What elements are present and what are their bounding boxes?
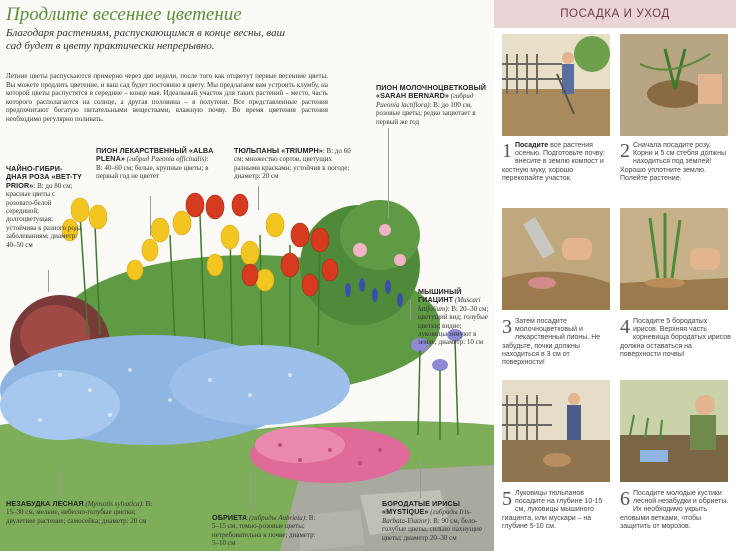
step-number: 2: [620, 140, 630, 162]
step-number: 3: [502, 316, 512, 338]
label-iris: [382, 500, 490, 542]
label-text: : В: до 80 см; красные цветы с розовато-белой серединой; долгоцветущая; устойчива к разного рода заболеваниям; диаметр: 40–50 см: [6, 181, 82, 249]
label-title: ЧАЙНО-ГИБРИ-ДНАЯ РОЗА «BET-TY PRIOR»: [6, 164, 82, 190]
step-2-illustration: [620, 34, 728, 136]
label-latin: (Muscari latifolium): [418, 296, 481, 313]
label-forget-me-not: [6, 500, 156, 525]
leader-line: [150, 196, 151, 236]
step-number: 1: [502, 140, 512, 162]
leader-line: [250, 470, 251, 510]
article-lead: Благодаря растениям, распускающимся в конце весны, ваш сад будет в цвету практически непрерывно.: [6, 27, 285, 52]
label-muscari: [418, 288, 490, 347]
label-latin: (гибриды Iris-Barbata-Elatior): [382, 508, 472, 525]
label-tea-rose: [6, 165, 82, 249]
label-text: : В: 15–30 см, мелкие, небесно-голубые цветки; двулетнее растение; самосейка; диаметр: 20 см: [6, 500, 153, 525]
section-header: [494, 0, 736, 28]
step-1-text: [502, 142, 612, 183]
step-4-text: [620, 318, 732, 359]
step-5-text: [502, 490, 612, 531]
label-latin: (гибрид Paeonia lactiflora): [376, 92, 474, 109]
step-6-text: [620, 490, 732, 531]
label-tulips: [234, 147, 356, 181]
step-number: 4: [620, 316, 630, 338]
label-text: : В: 40–60 см; белые, крупные цветы; в первый год не цветет: [96, 155, 209, 181]
label-text: : В: 90 см, бело-голубые цветы, сильно пахнущие цветы; диаметр 20–30 см: [382, 516, 482, 542]
label-text: : В: до 100 см, розовые цветы; редко зацветает в первый же год: [376, 100, 476, 126]
step-number: 5: [502, 488, 512, 510]
label-title: ОБРИЕТА: [212, 513, 248, 522]
planting-care-column: [494, 0, 736, 551]
leader-line: [48, 270, 49, 292]
label-title: ТЮЛЬПАНЫ «TRIUMPH»: [234, 146, 323, 155]
step-body: Посадите молодые кустики лесной незабудки и обриеты. Их необходимо укрыть еловыми ветками, чтобы защитить от морозов.: [620, 490, 729, 530]
label-title: НЕЗАБУДКА ЛЕСНАЯ: [6, 499, 84, 508]
step-body: Сначала посадите розу. Корни и 5 см стебля должны находиться под землей! Хорошо уплотните землю. Полейте растение.: [620, 142, 726, 182]
label-text: : В: 20–30 см; цветущий вид; голубые цветки; видие; луковицы зимуют в земле; диаметр: 10 см: [418, 304, 489, 347]
label-title: БОРОДАТЫЕ ИРИСЫ «MYSTIQUE»: [382, 499, 460, 517]
leader-line: [258, 186, 259, 210]
step-5-illustration: [502, 380, 610, 482]
step-body: Посадите 5 бородатых ирисов. Верхняя часть корневища бородатых ирисов должна оставаться на поверхности почвы!: [620, 318, 731, 358]
step-1-illustration: [502, 34, 610, 136]
leader-line: [420, 460, 421, 498]
step-number: 6: [620, 488, 630, 510]
label-title: ПИОН МОЛОЧНОЦВЕТКОВЫЙ «SARAH BERNARD»: [376, 83, 487, 101]
step-6-illustration: [620, 380, 728, 482]
leader-line: [60, 470, 61, 498]
label-peony-sarah: [376, 84, 488, 126]
section-title: ПОСАДКА И УХОД: [560, 8, 670, 20]
label-latin: (гибрид Paeonia officinalis): [126, 155, 207, 164]
article-headline: Продлите весеннее цветение: [6, 4, 242, 25]
label-peony-alba: [96, 147, 216, 181]
label-latin: (гибриды Aubrieta): [249, 514, 306, 522]
label-title: МЫШИНЫЙ ГИАЦИНТ: [418, 287, 462, 305]
step-body: Затем посадите молочноцветковый и лекарственный пионы. Не забудьте, почки должны находиться в 3 см от поверхности!: [502, 318, 601, 367]
label-aubrieta: [212, 514, 322, 548]
step-bold: Посадите: [515, 142, 549, 149]
leader-line: [388, 128, 389, 218]
step-body: Луковицы тюльпанов посадите на глубине 10-15 см, луковицы мышиного гиацинта, или мускари – на глубине 5-10 см.: [502, 490, 603, 530]
label-latin: (Myosotis sylvatica): [85, 500, 142, 508]
step-3-illustration: [502, 208, 610, 310]
step-2-text: [620, 142, 732, 183]
step-4-illustration: [620, 208, 728, 310]
label-title: ПИОН ЛЕКАРСТВЕННЫЙ «ALBA PLENA»: [96, 146, 214, 164]
step-body: все растения осенью. Подготовьте почву: внесите в землю компост и костную муку, хорошо перекопайте участок.: [502, 142, 605, 182]
label-text: : В: 5–15 см, темно-розовые цветы; нетребовательна к почве; диаметр: 5–10 см: [212, 514, 316, 548]
leader-line: [410, 300, 411, 320]
step-3-text: [502, 318, 612, 367]
label-text: : В: до 60 см; множество сортов, цветущих разными красками; устойчив к погоде; диаметр: 20 см: [234, 147, 351, 181]
article-intro: Летние цветы распускаются примерно через две недели, после того как отцветут первые весенние цветы. Вы можете продлить цветение, и ваш сад будет постоянно в цвету. Мы предлагаем вам устроить клумбу, на которой цветы распустятся в середине – конце мая. Идеальный участок для таких растений – место, часть которого располагается на солнце, а другая половина – в полутени. Все представленные растения предпочитают богатую питательными веществами, влажную почву. Во время цветения растения необходимо регулярно поливать.: [6, 72, 328, 123]
